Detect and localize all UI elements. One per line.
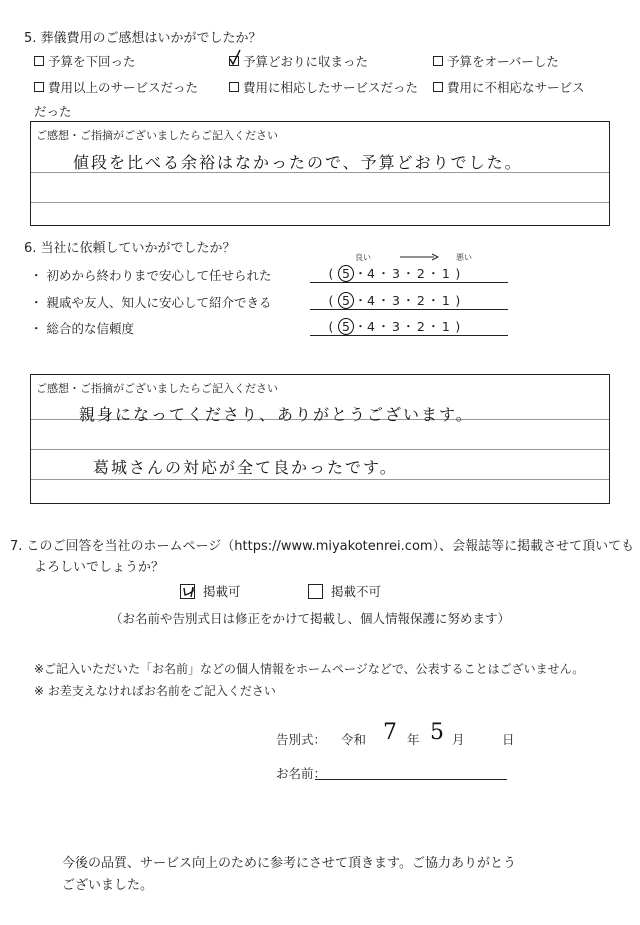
funeral-date-year[interactable]: 7 [383, 720, 399, 745]
rating-selected[interactable]: 5 [338, 318, 354, 335]
q5-option-under-budget[interactable]: 予算を下回った [34, 52, 136, 70]
q6-item-3-label: ・ 総合的な信頼度 [30, 321, 134, 336]
q6-comment-box[interactable] [30, 374, 610, 504]
q7-option-allow[interactable]: 掲載可 [180, 582, 241, 600]
funeral-date-month-unit: 月 [452, 732, 465, 747]
q7-title-line-1: 7. このご回答を当社のホームページ（https://www.miyakotenrei.com）、会報誌等に掲載させて頂いても [10, 539, 635, 554]
name-input-line[interactable] [315, 779, 507, 780]
q5-option-above-cost[interactable]: 費用以上のサービスだった [34, 78, 198, 96]
q6-item-2-label: ・ 親戚や友人、知人に安心して紹介できる [30, 295, 272, 310]
q6-item-2-underline [310, 309, 508, 310]
q5-comment-box[interactable] [30, 121, 610, 226]
q6-item-1-label: ・ 初めから終わりまで安心して任せられた [30, 268, 272, 283]
q6-item-1-underline [310, 282, 508, 283]
check-mark-icon [182, 585, 196, 599]
q6-handwritten-comment-2: 葛城さんの対応が全て良かったです。 [93, 458, 398, 477]
rating-option[interactable]: 1 [441, 265, 450, 281]
q6-item-2-scale[interactable]: ( 5 ・ 4 ・ 3 ・ 2 ・ 1 ) [328, 292, 461, 308]
rating-option[interactable]: 4 [367, 292, 375, 308]
checkbox[interactable] [34, 56, 44, 66]
q5-comment-label: ご感想・ご指摘がございましたらご記入ください [36, 129, 278, 142]
rating-option[interactable]: 2 [416, 292, 425, 308]
q7-note: （お名前や告別式日は修正をかけて掲載し、個人情報保護に努めます） [110, 611, 511, 626]
scale-good-label: 良い [355, 253, 371, 262]
funeral-date-era: 令和 [341, 732, 367, 747]
funeral-date-year-unit: 年 [407, 732, 420, 747]
checkbox[interactable] [308, 584, 323, 599]
name-label: お名前： [276, 766, 327, 781]
q5-title: 5. 葬儀費用のご感想はいかがでしたか？ [24, 31, 262, 46]
arrow-right-icon [400, 253, 440, 261]
rating-option[interactable]: 2 [416, 265, 425, 281]
rating-option[interactable]: 1 [441, 292, 450, 308]
scale-bad-label: 悪い [456, 253, 472, 262]
check-mark-icon [228, 49, 242, 67]
q5-handwritten-comment: 値段を比べる余裕はなかったので、予算どおりでした。 [73, 153, 523, 172]
q5-option-over-budget[interactable]: 予算をオーバーした [433, 52, 559, 70]
closing-line-2: ございました。 [62, 878, 154, 893]
q5-option-wrap: だった [34, 104, 72, 119]
rating-option[interactable]: 4 [367, 265, 375, 281]
q5-option-on-budget[interactable]: 予算どおりに収まった [229, 52, 368, 70]
funeral-date-label: 告別式： [276, 732, 327, 747]
q6-comment-label: ご感想・ご指摘がございましたらご記入ください [36, 382, 278, 395]
q5-option-matched-cost[interactable]: 費用に相応したサービスだった [229, 78, 418, 96]
q6-item-3-scale[interactable]: ( 5 ・ 4 ・ 3 ・ 2 ・ 1 ) [328, 318, 461, 334]
q7-title-line-2: よろしいでしょうか？ [34, 560, 165, 575]
rating-option[interactable]: 3 [391, 265, 400, 281]
rating-selected[interactable]: 5 [338, 265, 354, 282]
closing-line-1: 今後の品質、サービス向上のために参考にさせて頂きます。ご協力ありがとう [62, 856, 516, 871]
q6-title: 6. 当社に依頼していかがでしたか？ [24, 241, 236, 256]
rating-option[interactable]: 1 [441, 318, 450, 334]
rating-option[interactable]: 3 [391, 292, 400, 308]
checkbox[interactable] [229, 82, 239, 92]
checkbox[interactable] [433, 82, 443, 92]
checkbox-checked[interactable] [180, 584, 195, 599]
q6-item-1-scale[interactable]: ( 5 ・ 4 ・ 3 ・ 2 ・ 1 ) [328, 265, 461, 281]
checkbox[interactable] [433, 56, 443, 66]
q6-handwritten-comment-1: 親身になってくださり、ありがとうございます。 [79, 405, 474, 424]
checkbox[interactable] [34, 82, 44, 92]
funeral-date-day-unit: 日 [502, 732, 515, 747]
name-request-notice: ※ お差支えなければお名前をご記入ください [34, 684, 276, 698]
rating-option[interactable]: 2 [416, 318, 425, 334]
q5-option-below-cost[interactable]: 費用に不相応なサービス [433, 78, 585, 96]
q6-item-3-underline [310, 335, 508, 336]
checkbox-checked[interactable] [229, 56, 239, 66]
rating-option[interactable]: 3 [391, 318, 400, 334]
rating-option[interactable]: 4 [367, 318, 375, 334]
rating-selected[interactable]: 5 [338, 292, 354, 309]
q7-option-deny[interactable]: 掲載不可 [308, 582, 381, 600]
privacy-notice: ※ご記入いただいた「お名前」などの個人情報をホームページなどで、公表することはございません。 [34, 662, 585, 676]
funeral-date-month[interactable]: 5 [430, 720, 446, 745]
